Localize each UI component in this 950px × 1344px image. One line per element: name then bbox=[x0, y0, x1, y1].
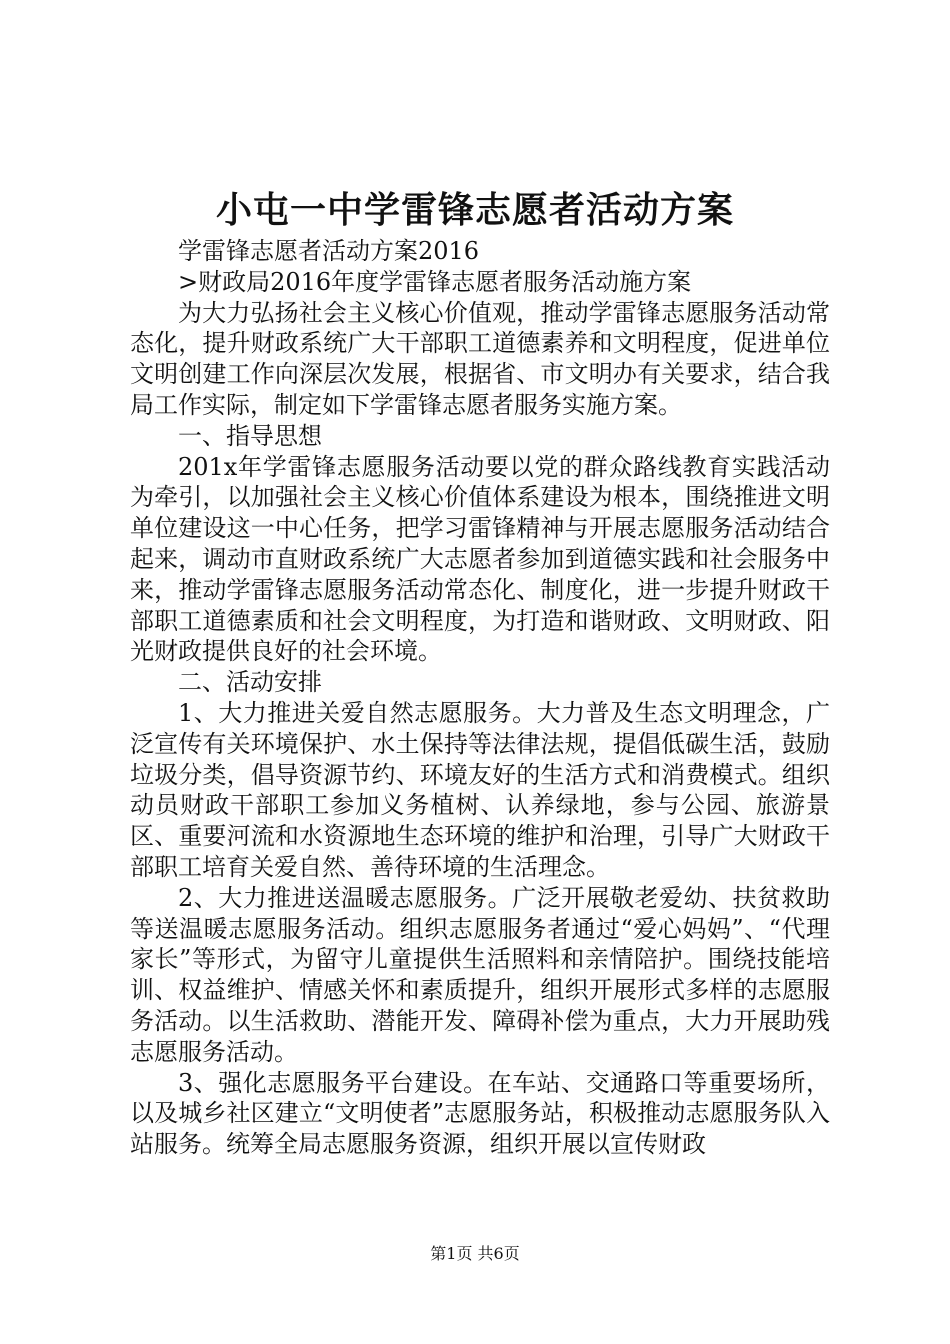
paragraph-item-3: 3、强化志愿服务平台建设。在车站、交通路口等重要场所，以及城乡社区建立“文明使者”志愿服务站，积极推动志愿服务队入站服务。统筹全局志愿服务资源，组织开展以宣传财政 bbox=[130, 1068, 830, 1159]
paragraph-guiding-thought: 201x年学雷锋志愿服务活动要以党的群众路线教育实践活动为牵引，以加强社会主义核心价值体系建设为根本，围绕推进文明单位建设这一中心任务，把学习雷锋精神与开展志愿服务活动结合起来，调动市直财政系统广大志愿者参加到道德实践和社会服务中来，推动学雷锋志愿服务活动常态化、制度化，进一步提升财政干部职工道德素质和社会文明程度，为打造和谐财政、文明财政、阳光财政提供良好的社会环境。 bbox=[130, 452, 830, 666]
page-footer: 第1页 共6页 bbox=[430, 1244, 520, 1263]
document-body bbox=[130, 236, 830, 1160]
section-heading-guiding-thought: 一、指导思想 bbox=[178, 421, 322, 450]
section-heading-activity-arrangement: 二、活动安排 bbox=[178, 668, 322, 697]
paragraph-plan-name: >财政局2016年度学雷锋志愿者服务活动施方案 bbox=[178, 267, 692, 296]
paragraph-item-2: 2、大力推进送温暖志愿服务。广泛开展敬老爱幼、扶贫救助等送温暖志愿服务活动。组织志愿服务者通过“爱心妈妈”、“代理家长”等形式，为留守儿童提供生活照料和亲情陪护。围绕技能培训、权益维护、情感关怀和素质提升，组织开展形式多样的志愿服务活动。以生活救助、潜能开发、障碍补偿为重点，大力开展助残志愿服务活动。 bbox=[130, 883, 830, 1066]
paragraph-item-1: 1、大力推进关爱自然志愿服务。大力普及生态文明理念，广泛宣传有关环境保护、水土保持等法律法规，提倡低碳生活，鼓励垃圾分类，倡导资源节约、环境友好的生活方式和消费模式。组织动员财政干部职工参加义务植树、认养绿地，参与公园、旅游景区、重要河流和水资源地生态环境的维护和治理，引导广大财政干部职工培育关爱自然、善待环境的生活理念。 bbox=[130, 698, 830, 881]
paragraph-intro: 为大力弘扬社会主义核心价值观，推动学雷锋志愿服务活动常态化，提升财政系统广大干部职工道德素养和文明程度，促进单位文明创建工作向深层次发展，根据省、市文明办有关要求，结合我局工作实际，制定如下学雷锋志愿者服务实施方案。 bbox=[130, 298, 830, 419]
paragraph-subtitle: 学雷锋志愿者活动方案2016 bbox=[178, 237, 480, 265]
document-title: 小屯一中学雷锋志愿者活动方案 bbox=[215, 189, 734, 231]
